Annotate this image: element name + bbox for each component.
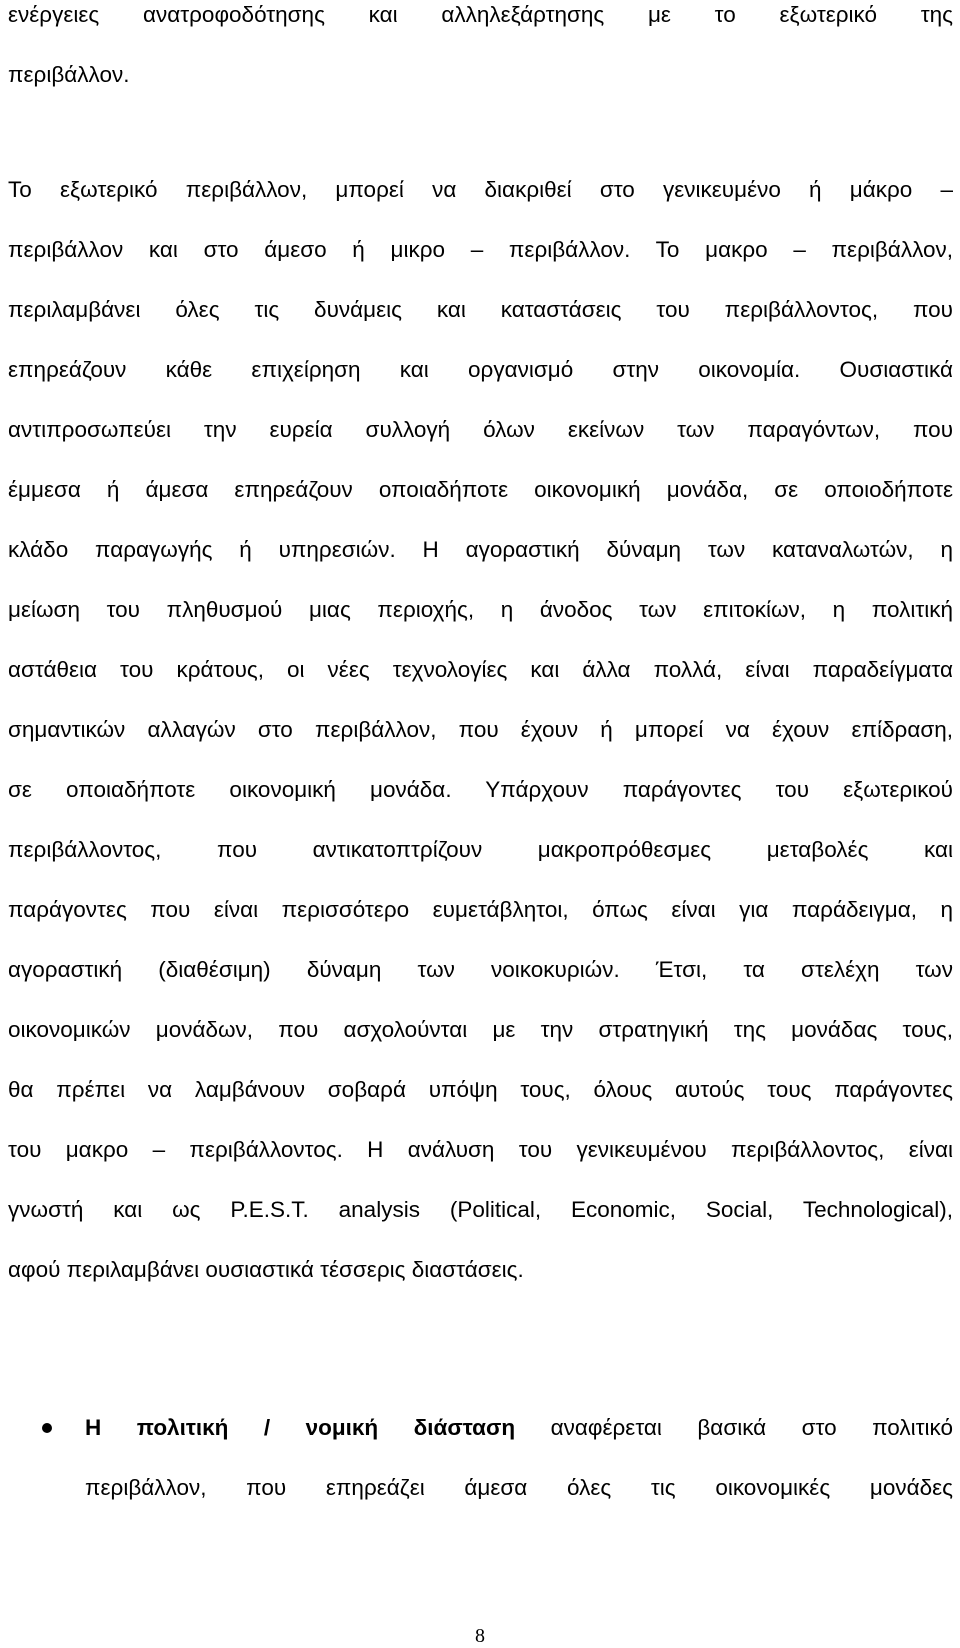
paragraph-2-line-13: παράγοντες που είναι περισσότερο ευμετάβλητοι, όπως είναι για παράδειγμα, η (8, 897, 953, 922)
paragraph-2-line-11: σε οποιαδήποτε οικονομική μονάδα. Υπάρχουν παράγοντες του εξωτερικού (8, 777, 953, 802)
bullet-1-heading: Η πολιτική / νομική διάσταση (85, 1415, 516, 1440)
paragraph-2-line-5: αντιπροσωπεύει την ευρεία συλλογή όλων εκείνων των παραγόντων, που (8, 417, 953, 442)
paragraph-1-line-1: ενέργειες ανατροφοδότησης και αλληλεξάρτησης με το εξωτερικό της (8, 2, 953, 27)
paragraph-2-line-16: θα πρέπει να λαμβάνουν σοβαρά υπόψη τους, όλους αυτούς τους παράγοντες (8, 1077, 953, 1102)
paragraph-2-line-15: οικονομικών μονάδων, που ασχολούνται με την στρατηγική της μονάδας τους, (8, 1017, 953, 1042)
page-number: 8 (475, 1625, 485, 1647)
bullet-1-first-line-rest: αναφέρεται βασικά στο πολιτικό (515, 1415, 954, 1440)
bullet-1-line-1 (85, 1413, 953, 1443)
paragraph-2-line-7: κλάδο παραγωγής ή υπηρεσιών. Η αγοραστική δύναμη των καταναλωτών, η (8, 537, 953, 562)
paragraph-2-line-4: επηρεάζουν κάθε επιχείρηση και οργανισμό στην οικονομία. Ουσιαστικά (8, 357, 953, 382)
paragraph-2-line-3: περιλαμβάνει όλες τις δυνάμεις και καταστάσεις του περιβάλλοντος, που (8, 297, 953, 322)
paragraph-2-line-19: αφού περιλαμβάνει ουσιαστικά τέσσερις διαστάσεις. (8, 1257, 524, 1282)
paragraph-2-line-14: αγοραστική (διαθέσιμη) δύναμη των νοικοκυριών. Έτσι, τα στελέχη των (8, 957, 953, 982)
paragraph-2-line-6: έμμεσα ή άμεσα επηρεάζουν οποιαδήποτε οικονομική μονάδα, σε οποιοδήποτε (8, 477, 953, 502)
paragraph-2-line-12: περιβάλλοντος, που αντικατοπτρίζουν μακροπρόθεσμες μεταβολές και (8, 837, 953, 862)
bullet-1-line-2: περιβάλλον, που επηρεάζει άμεσα όλες τις οικονομικές μονάδες (85, 1475, 953, 1500)
paragraph-2-line-10: σημαντικών αλλαγών στο περιβάλλον, που έχουν ή μπορεί να έχουν επίδραση, (8, 717, 953, 742)
paragraph-2-line-9: αστάθεια του κράτους, οι νέες τεχνολογίες και άλλα πολλά, είναι παραδείγματα (8, 657, 953, 682)
paragraph-2-line-1: Το εξωτερικό περιβάλλον, μπορεί να διακριθεί στο γενικευμένο ή μάκρο – (8, 177, 953, 202)
paragraph-2-line-18: γνωστή και ως P.E.S.T. analysis (Political, Economic, Social, Technological), (8, 1197, 953, 1222)
paragraph-2-line-2: περιβάλλον και στο άμεσο ή μικρο – περιβάλλον. Το μακρο – περιβάλλον, (8, 237, 953, 262)
paragraph-1-line-2: περιβάλλον. (8, 62, 130, 87)
paragraph-2-line-8: μείωση του πληθυσμού μιας περιοχής, η άνοδος των επιτοκίων, η πολιτική (8, 597, 953, 622)
paragraph-2-line-17: του μακρο – περιβάλλοντος. Η ανάλυση του γενικευμένου περιβάλλοντος, είναι (8, 1137, 953, 1162)
bullet-point-icon (42, 1423, 52, 1433)
